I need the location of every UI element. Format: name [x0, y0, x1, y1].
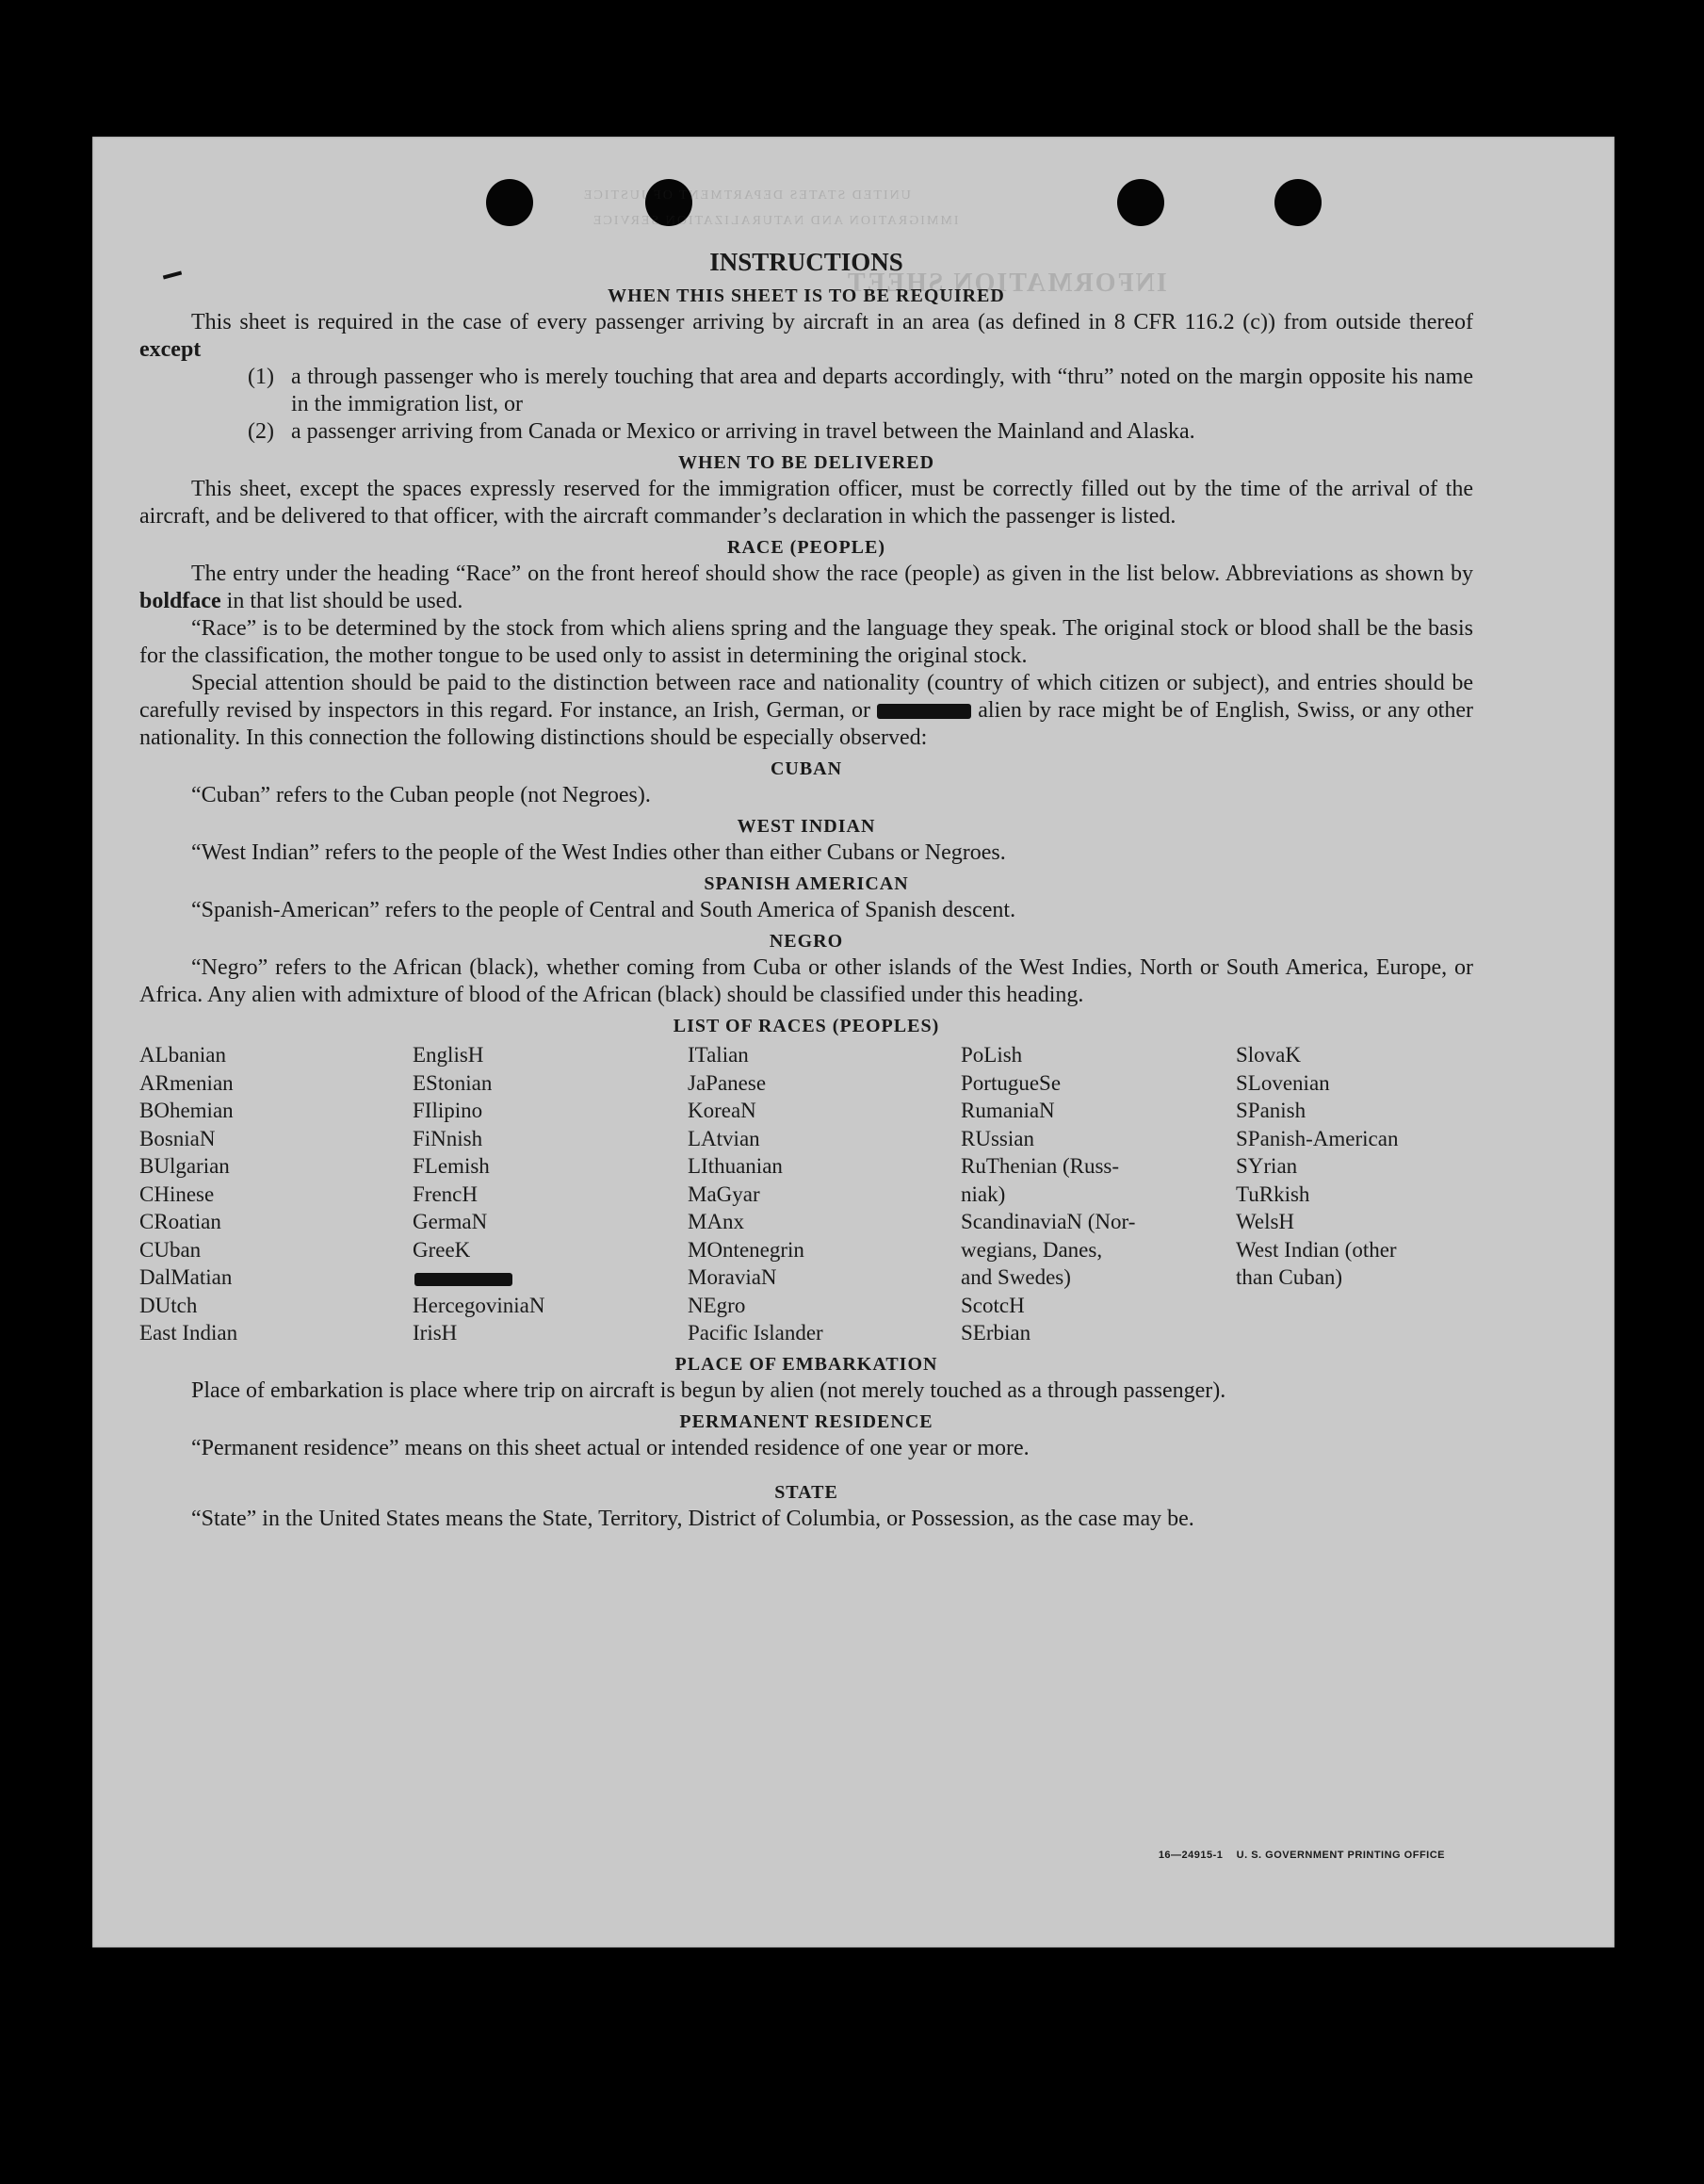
race-paragraph-3 — [139, 670, 1473, 752]
race-item: FiNnish — [413, 1126, 483, 1150]
form-number: 16—24915-1 — [1158, 1850, 1224, 1861]
race-item: KoreaN — [688, 1099, 756, 1122]
race-item: SlovaK — [1236, 1043, 1301, 1067]
race-item: WelsH — [1236, 1210, 1295, 1233]
page-title: INSTRUCTIONS — [709, 248, 903, 276]
race-item: RUssian — [961, 1126, 1034, 1150]
race-item: SPanish-American — [1236, 1126, 1399, 1150]
race-item: NEgro — [688, 1293, 746, 1317]
race-item: PortugueSe — [961, 1070, 1062, 1095]
race-column — [413, 1041, 688, 1347]
embarkation-text: Place of embarkation is place where trip on aircraft is begun by alien (not merely touched as a through passenger). — [191, 1377, 1226, 1403]
race-item: SErbian — [961, 1321, 1031, 1345]
race-item: HercegoviniaN — [413, 1293, 545, 1317]
heading-cuban: CUBAN — [770, 758, 843, 779]
instructions-content — [139, 245, 1473, 1533]
race-item: CHinese — [139, 1182, 215, 1206]
race-item: MAnx — [688, 1210, 745, 1233]
heading-west-indian: WEST INDIAN — [737, 816, 876, 837]
exception-text: a passenger arriving from Canada or Mexico or arriving in travel between the Mainland and Alaska. — [291, 419, 1195, 444]
intro-bold: except — [139, 337, 202, 362]
document-sheet — [92, 137, 1615, 1948]
race-item: East Indian — [139, 1321, 238, 1345]
race-item: FLemish — [413, 1154, 490, 1178]
race-item: ITalian — [688, 1043, 749, 1067]
exception-text: a through passenger who is merely touching that area and departs accordingly, with “thru” noted on the margin opposite his name in the immigration list, or — [291, 365, 1473, 416]
redaction-mark — [414, 1273, 512, 1286]
race-item: LAtvian — [688, 1126, 760, 1150]
when-delivered-text: This sheet, except the spaces expressly reserved for the immigration officer, must be correctly filled out by the time of the arrival of the aircraft, and be delivered to that officer, with the aircraft commander’s declaration in which the passenger is listed. — [139, 477, 1473, 529]
race-item: TuRkish — [1236, 1182, 1310, 1206]
spanish-american-text: “Spanish-American” refers to the people of Central and South America of Spanish descent. — [191, 898, 1016, 922]
bleed-through-service: IMMIGRATION AND NATURALIZATION SERVICE — [592, 214, 959, 228]
race-item: MoraviaN — [688, 1265, 777, 1289]
race-item: ALbanian — [139, 1043, 226, 1067]
heading-race: RACE (PEOPLE) — [727, 537, 885, 558]
race-item: BOhemian — [139, 1099, 234, 1122]
race-p3-text-end: alien by race might be of English, Swiss, or any other nationality. In this connection the following distinctions should be especially observed: — [139, 698, 1473, 750]
exception-item — [248, 364, 1473, 418]
race-item: CUban — [139, 1237, 202, 1262]
race-list — [139, 1041, 1473, 1347]
race-item: MaGyar — [688, 1182, 760, 1206]
race-p1-text-end: in that list should be used. — [220, 589, 463, 613]
race-item: EnglisH — [413, 1043, 484, 1067]
exception-item — [248, 418, 1473, 446]
race-item: IrisH — [413, 1321, 458, 1345]
state-text: “State” in the United States means the State, Territory, District of Columbia, or Possession, as the case may be. — [191, 1506, 1194, 1531]
heading-embarkation: PLACE OF EMBARKATION — [674, 1353, 938, 1375]
bleed-through-title: INFORMATION SHEET — [846, 269, 1167, 298]
punch-hole — [1274, 179, 1322, 226]
negro-text: “Negro” refers to the African (black), whether coming from Cuba or other islands of the West Indies, North or South America, Europe, or Africa. Any alien with admixture of blood of the African (black) should be classified under this heading. — [139, 955, 1473, 1007]
heading-when-required: WHEN THIS SHEET IS TO BE REQUIRED — [608, 285, 1005, 306]
race-item: JaPanese — [688, 1070, 767, 1095]
permanent-residence-text: “Permanent residence” means on this sheet actual or intended residence of one year or more. — [191, 1435, 1030, 1460]
race-item: FrencH — [413, 1182, 478, 1206]
cuban-text: “Cuban” refers to the Cuban people (not Negroes). — [191, 783, 651, 807]
race-item: PoLish — [961, 1043, 1023, 1067]
heading-list-of-races: LIST OF RACES (PEOPLES) — [673, 1016, 940, 1036]
heading-state: STATE — [774, 1481, 838, 1503]
race-p1-text: The entry under the heading “Race” on the front hereof should show the race (people) as given in the list below. Abbreviations as shown by — [191, 562, 1473, 586]
exception-number: (2) — [248, 419, 274, 444]
heading-spanish-american: SPANISH AMERICAN — [704, 873, 909, 894]
race-item: SLovenian — [1236, 1070, 1330, 1095]
race-item: GreeK — [413, 1237, 471, 1262]
race-item: MOntenegrin — [688, 1237, 804, 1262]
exceptions-list — [248, 364, 1473, 446]
race-item: RuThenian (Russ- niak) — [961, 1154, 1120, 1206]
race-p3-text: Special attention should be paid to the distinction between race and nationality (country of which citizen or subject), and entries should be carefully revised by inspectors in this regard. For instance, an Irish, German, or — [139, 671, 1473, 723]
heading-when-delivered: WHEN TO BE DELIVERED — [677, 452, 935, 473]
heading-negro: NEGRO — [769, 931, 844, 952]
race-p1-bold: boldface — [139, 589, 221, 613]
race-item: DalMatian — [139, 1265, 233, 1289]
race-item: ScandinaviaN (Nor- wegians, Danes, and Swedes) — [961, 1210, 1136, 1289]
race-column — [139, 1041, 413, 1347]
race-column — [688, 1041, 961, 1347]
race-item: CRoatian — [139, 1210, 221, 1233]
race-item: EStonian — [413, 1070, 493, 1095]
when-required-intro — [139, 309, 1473, 364]
race-paragraph-2: “Race” is to be determined by the stock from which aliens spring and the language they speak. The original stock or blood shall be the basis for the classification, the mother tongue to be used only to assist in determining the original stock. — [139, 616, 1473, 668]
exception-number: (1) — [248, 365, 274, 389]
punch-hole — [1117, 179, 1164, 226]
redaction-mark — [877, 704, 971, 719]
intro-text: This sheet is required in the case of every passenger arriving by aircraft in an area (as defined in 8 CFR 116.2 (c)) from outside thereof — [191, 310, 1473, 334]
punch-hole — [486, 179, 533, 226]
race-item: SPanish — [1236, 1099, 1306, 1122]
race-item: RumaniaN — [961, 1099, 1055, 1122]
race-item: ARmenian — [139, 1070, 234, 1095]
bleed-through-dept: UNITED STATES DEPARTMENT OF JUSTICE — [582, 188, 911, 203]
race-item: DUtch — [139, 1293, 198, 1317]
printer-footer — [1159, 1850, 1445, 1861]
race-item: ScotcH — [961, 1293, 1025, 1317]
race-item: BUlgarian — [139, 1154, 230, 1178]
race-item: BosniaN — [139, 1126, 216, 1150]
race-item: GermaN — [413, 1210, 488, 1233]
race-paragraph-1 — [139, 561, 1473, 615]
race-item: FIlipino — [413, 1099, 483, 1122]
race-item-redacted — [413, 1263, 688, 1292]
race-item: West Indian (other than Cuban) — [1236, 1237, 1397, 1289]
west-indian-text: “West Indian” refers to the people of the West Indies other than either Cubans or Negroes. — [191, 840, 1006, 865]
race-column — [1236, 1041, 1473, 1347]
race-item: LIthuanian — [688, 1154, 783, 1178]
race-column — [961, 1041, 1236, 1347]
heading-permanent-residence: PERMANENT RESIDENCE — [679, 1410, 933, 1432]
race-item: Pacific Islander — [688, 1321, 823, 1345]
race-item: SYrian — [1236, 1154, 1298, 1178]
printer-name: U. S. GOVERNMENT PRINTING OFFICE — [1236, 1850, 1445, 1861]
